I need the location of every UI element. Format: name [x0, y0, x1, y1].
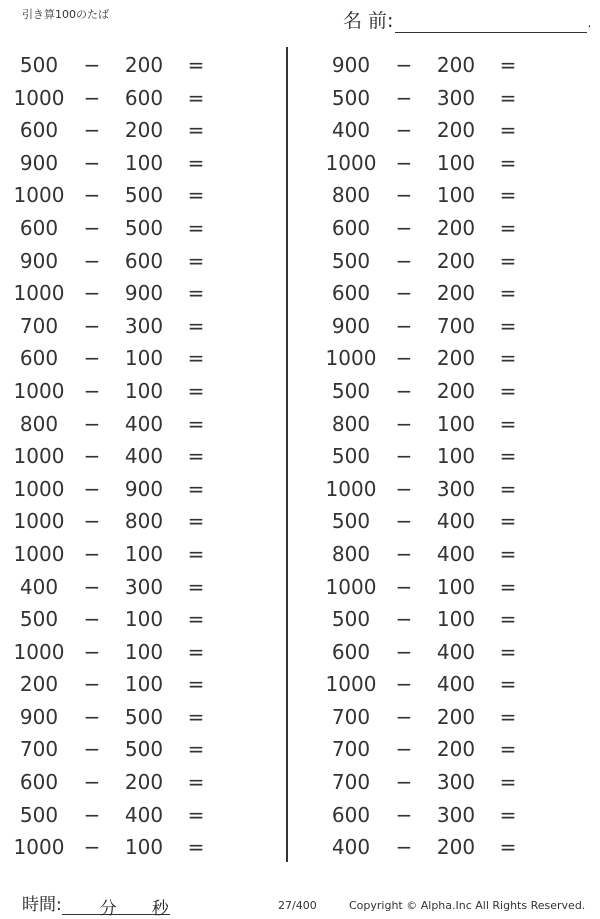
minuend: 400	[331, 835, 371, 860]
minus-sign: −	[395, 509, 413, 534]
name-block	[343, 6, 591, 33]
equals-sign: =	[187, 672, 205, 697]
equals-sign: =	[499, 248, 517, 273]
problem-row	[312, 114, 592, 147]
minuend: 700	[19, 313, 59, 338]
problem-row	[312, 733, 592, 766]
equals-sign: =	[187, 150, 205, 175]
equals-sign: =	[187, 248, 205, 273]
minuend: 1000	[13, 541, 65, 566]
worksheet-title: 引き算100のたば	[22, 8, 109, 21]
subtrahend: 200	[124, 770, 164, 795]
minus-sign: −	[395, 183, 413, 208]
subtrahend: 200	[436, 53, 476, 77]
minuend: 600	[331, 639, 371, 664]
minus-sign: −	[83, 150, 101, 175]
equals-sign: =	[499, 476, 517, 501]
equals-sign: =	[187, 509, 205, 534]
minus-sign: −	[395, 150, 413, 175]
subtrahend: 300	[436, 476, 476, 501]
minus-sign: −	[395, 346, 413, 371]
minuend: 1000	[325, 346, 377, 371]
equals-sign: =	[499, 85, 517, 110]
problem-row	[0, 212, 280, 245]
minus-sign: −	[395, 85, 413, 110]
minuend: 1000	[325, 672, 377, 697]
subtrahend: 400	[436, 509, 476, 534]
subtrahend: 200	[124, 53, 164, 77]
subtrahend: 200	[436, 737, 476, 762]
equals-sign: =	[187, 574, 205, 599]
equals-sign: =	[187, 215, 205, 240]
problem-row	[0, 408, 280, 441]
equals-sign: =	[499, 118, 517, 143]
right-problem-column	[312, 49, 592, 864]
problem-row	[312, 277, 592, 310]
minus-sign: −	[395, 704, 413, 729]
minuend: 1000	[13, 183, 65, 208]
minus-sign: −	[83, 281, 101, 306]
problem-row	[312, 668, 592, 701]
minutes-label: 分	[99, 899, 117, 919]
minus-sign: −	[395, 53, 413, 77]
equals-sign: =	[499, 509, 517, 534]
minuend: 500	[331, 85, 371, 110]
minuend: 1000	[13, 378, 65, 403]
equals-sign: =	[187, 53, 205, 77]
subtrahend: 100	[436, 574, 476, 599]
equals-sign: =	[187, 118, 205, 143]
subtrahend: 600	[124, 85, 164, 110]
equals-sign: =	[499, 672, 517, 697]
equals-sign: =	[499, 541, 517, 566]
problem-row	[0, 440, 280, 473]
minus-sign: −	[395, 476, 413, 501]
subtrahend: 300	[436, 802, 476, 827]
minuend: 500	[331, 248, 371, 273]
minuend: 400	[19, 574, 59, 599]
minus-sign: −	[83, 639, 101, 664]
minus-sign: −	[83, 183, 101, 208]
subtrahend: 300	[124, 574, 164, 599]
minus-sign: −	[395, 607, 413, 632]
equals-sign: =	[499, 574, 517, 599]
problem-row	[0, 831, 280, 864]
minus-sign: −	[83, 444, 101, 469]
problem-row	[0, 49, 280, 82]
minus-sign: −	[395, 444, 413, 469]
minuend: 1000	[325, 574, 377, 599]
minuend: 700	[331, 770, 371, 795]
subtrahend: 400	[124, 802, 164, 827]
minuend: 500	[331, 509, 371, 534]
problem-row	[312, 375, 592, 408]
problem-row	[312, 831, 592, 864]
minus-sign: −	[83, 118, 101, 143]
minus-sign: −	[395, 248, 413, 273]
subtrahend: 200	[436, 835, 476, 860]
equals-sign: =	[499, 411, 517, 436]
minus-sign: −	[395, 541, 413, 566]
equals-sign: =	[499, 215, 517, 240]
equals-sign: =	[499, 802, 517, 827]
equals-sign: =	[187, 313, 205, 338]
problem-row	[312, 245, 592, 278]
problem-row	[312, 310, 592, 343]
minuend: 1000	[13, 281, 65, 306]
equals-sign: =	[187, 607, 205, 632]
minus-sign: −	[83, 574, 101, 599]
equals-sign: =	[187, 770, 205, 795]
problem-row	[0, 179, 280, 212]
minuend: 1000	[13, 639, 65, 664]
minus-sign: −	[83, 476, 101, 501]
equals-sign: =	[499, 444, 517, 469]
name-dot: .	[587, 16, 592, 30]
subtrahend: 100	[436, 444, 476, 469]
equals-sign: =	[499, 183, 517, 208]
subtrahend: 200	[436, 248, 476, 273]
minus-sign: −	[83, 248, 101, 273]
subtrahend: 100	[124, 672, 164, 697]
minuend: 600	[331, 802, 371, 827]
subtrahend: 200	[436, 704, 476, 729]
equals-sign: =	[187, 444, 205, 469]
minus-sign: −	[83, 509, 101, 534]
left-problem-column	[0, 49, 280, 864]
minus-sign: −	[83, 737, 101, 762]
equals-sign: =	[499, 737, 517, 762]
subtrahend: 100	[124, 378, 164, 403]
subtrahend: 400	[436, 639, 476, 664]
equals-sign: =	[499, 53, 517, 77]
subtrahend: 100	[124, 835, 164, 860]
minuend: 500	[331, 444, 371, 469]
subtrahend: 500	[124, 183, 164, 208]
problem-row	[0, 473, 280, 506]
minuend: 800	[331, 541, 371, 566]
problem-row	[312, 799, 592, 832]
problem-row	[0, 277, 280, 310]
equals-sign: =	[187, 346, 205, 371]
problem-row	[0, 603, 280, 636]
minuend: 500	[19, 607, 59, 632]
time-block	[22, 890, 170, 919]
time-input-line[interactable]	[62, 894, 170, 919]
equals-sign: =	[499, 378, 517, 403]
problem-row	[312, 49, 592, 82]
equals-sign: =	[499, 704, 517, 729]
minuend: 500	[331, 607, 371, 632]
problem-row	[312, 342, 592, 375]
minus-sign: −	[83, 378, 101, 403]
minus-sign: −	[83, 704, 101, 729]
subtrahend: 100	[124, 639, 164, 664]
minus-sign: −	[395, 672, 413, 697]
minuend: 700	[19, 737, 59, 762]
minuend: 200	[19, 672, 59, 697]
equals-sign: =	[187, 411, 205, 436]
minuend: 500	[331, 378, 371, 403]
minuend: 900	[19, 248, 59, 273]
problem-row	[0, 375, 280, 408]
minuend: 600	[19, 346, 59, 371]
problem-row	[312, 766, 592, 799]
subtrahend: 100	[436, 411, 476, 436]
subtrahend: 100	[436, 150, 476, 175]
minuend: 900	[331, 53, 371, 77]
equals-sign: =	[187, 835, 205, 860]
equals-sign: =	[499, 346, 517, 371]
minuend: 500	[19, 53, 59, 77]
minuend: 600	[19, 215, 59, 240]
minuend: 700	[331, 704, 371, 729]
subtrahend: 500	[124, 704, 164, 729]
problem-row	[312, 505, 592, 538]
subtrahend: 300	[124, 313, 164, 338]
column-divider	[286, 47, 288, 862]
minus-sign: −	[83, 607, 101, 632]
problem-row	[0, 571, 280, 604]
problem-row	[312, 538, 592, 571]
problem-row	[0, 701, 280, 734]
equals-sign: =	[187, 704, 205, 729]
problem-row	[312, 603, 592, 636]
subtrahend: 200	[436, 118, 476, 143]
subtrahend: 400	[436, 672, 476, 697]
subtrahend: 100	[124, 541, 164, 566]
minuend: 500	[19, 802, 59, 827]
minuend: 900	[19, 150, 59, 175]
minuend: 1000	[13, 444, 65, 469]
subtrahend: 500	[124, 737, 164, 762]
minus-sign: −	[395, 835, 413, 860]
minus-sign: −	[83, 313, 101, 338]
equals-sign: =	[187, 639, 205, 664]
problem-row	[312, 571, 592, 604]
subtrahend: 700	[436, 313, 476, 338]
minuend: 600	[331, 281, 371, 306]
minus-sign: −	[83, 541, 101, 566]
subtrahend: 200	[436, 346, 476, 371]
subtrahend: 200	[124, 118, 164, 143]
minus-sign: −	[395, 313, 413, 338]
subtrahend: 900	[124, 476, 164, 501]
equals-sign: =	[187, 85, 205, 110]
minus-sign: −	[395, 802, 413, 827]
minuend: 800	[19, 411, 59, 436]
problem-row	[0, 733, 280, 766]
minus-sign: −	[83, 835, 101, 860]
minus-sign: −	[395, 639, 413, 664]
subtrahend: 400	[124, 444, 164, 469]
problem-row	[0, 82, 280, 115]
minuend: 1000	[13, 835, 65, 860]
minuend: 400	[331, 118, 371, 143]
problem-row	[312, 179, 592, 212]
subtrahend: 300	[436, 85, 476, 110]
minus-sign: −	[395, 770, 413, 795]
minuend: 800	[331, 183, 371, 208]
problem-row	[0, 310, 280, 343]
equals-sign: =	[187, 183, 205, 208]
minus-sign: −	[83, 85, 101, 110]
problem-row	[0, 766, 280, 799]
equals-sign: =	[499, 313, 517, 338]
problem-row	[312, 473, 592, 506]
subtrahend: 400	[124, 411, 164, 436]
minuend: 900	[331, 313, 371, 338]
minus-sign: −	[395, 378, 413, 403]
minuend: 1000	[13, 476, 65, 501]
name-input-line[interactable]	[395, 12, 587, 33]
minus-sign: −	[395, 737, 413, 762]
minuend: 700	[331, 737, 371, 762]
minus-sign: −	[395, 118, 413, 143]
problem-row	[0, 342, 280, 375]
subtrahend: 100	[124, 607, 164, 632]
subtrahend: 600	[124, 248, 164, 273]
minus-sign: −	[83, 215, 101, 240]
copyright-text: Copyright © Alpha.Inc All Rights Reserved.	[349, 899, 586, 912]
problem-row	[312, 636, 592, 669]
equals-sign: =	[499, 770, 517, 795]
subtrahend: 200	[436, 281, 476, 306]
subtrahend: 100	[124, 150, 164, 175]
minuend: 1000	[325, 150, 377, 175]
equals-sign: =	[187, 281, 205, 306]
subtrahend: 500	[124, 215, 164, 240]
subtrahend: 400	[436, 541, 476, 566]
equals-sign: =	[499, 835, 517, 860]
minuend: 1000	[13, 85, 65, 110]
problem-row	[312, 408, 592, 441]
subtrahend: 200	[436, 378, 476, 403]
page-number: 27/400	[278, 899, 317, 912]
subtrahend: 200	[436, 215, 476, 240]
minuend: 1000	[13, 509, 65, 534]
problem-row	[0, 799, 280, 832]
minus-sign: −	[83, 411, 101, 436]
subtrahend: 800	[124, 509, 164, 534]
minuend: 900	[19, 704, 59, 729]
subtrahend: 100	[124, 346, 164, 371]
subtrahend: 100	[436, 183, 476, 208]
minus-sign: −	[395, 574, 413, 599]
equals-sign: =	[187, 541, 205, 566]
minus-sign: −	[83, 53, 101, 77]
problem-row	[0, 147, 280, 180]
subtrahend: 100	[436, 607, 476, 632]
problem-row	[0, 505, 280, 538]
equals-sign: =	[187, 737, 205, 762]
minus-sign: −	[83, 346, 101, 371]
name-label: 名 前:	[343, 10, 394, 32]
equals-sign: =	[499, 150, 517, 175]
problem-row	[0, 636, 280, 669]
subtrahend: 300	[436, 770, 476, 795]
seconds-label: 秒	[151, 899, 169, 919]
equals-sign: =	[499, 607, 517, 632]
problem-row	[0, 668, 280, 701]
problem-row	[312, 212, 592, 245]
problem-row	[0, 538, 280, 571]
minuend: 600	[19, 118, 59, 143]
minuend: 600	[19, 770, 59, 795]
problem-row	[312, 440, 592, 473]
minus-sign: −	[83, 770, 101, 795]
equals-sign: =	[187, 476, 205, 501]
minuend: 600	[331, 215, 371, 240]
minus-sign: −	[395, 215, 413, 240]
minuend: 800	[331, 411, 371, 436]
equals-sign: =	[499, 639, 517, 664]
time-label: 時間:	[22, 895, 62, 915]
problem-row	[0, 245, 280, 278]
minus-sign: −	[395, 411, 413, 436]
problem-row	[312, 701, 592, 734]
minus-sign: −	[83, 802, 101, 827]
subtrahend: 900	[124, 281, 164, 306]
problem-row	[312, 147, 592, 180]
equals-sign: =	[187, 378, 205, 403]
equals-sign: =	[187, 802, 205, 827]
problem-row	[312, 82, 592, 115]
problem-row	[0, 114, 280, 147]
minuend: 1000	[325, 476, 377, 501]
minus-sign: −	[83, 672, 101, 697]
equals-sign: =	[499, 281, 517, 306]
minus-sign: −	[395, 281, 413, 306]
